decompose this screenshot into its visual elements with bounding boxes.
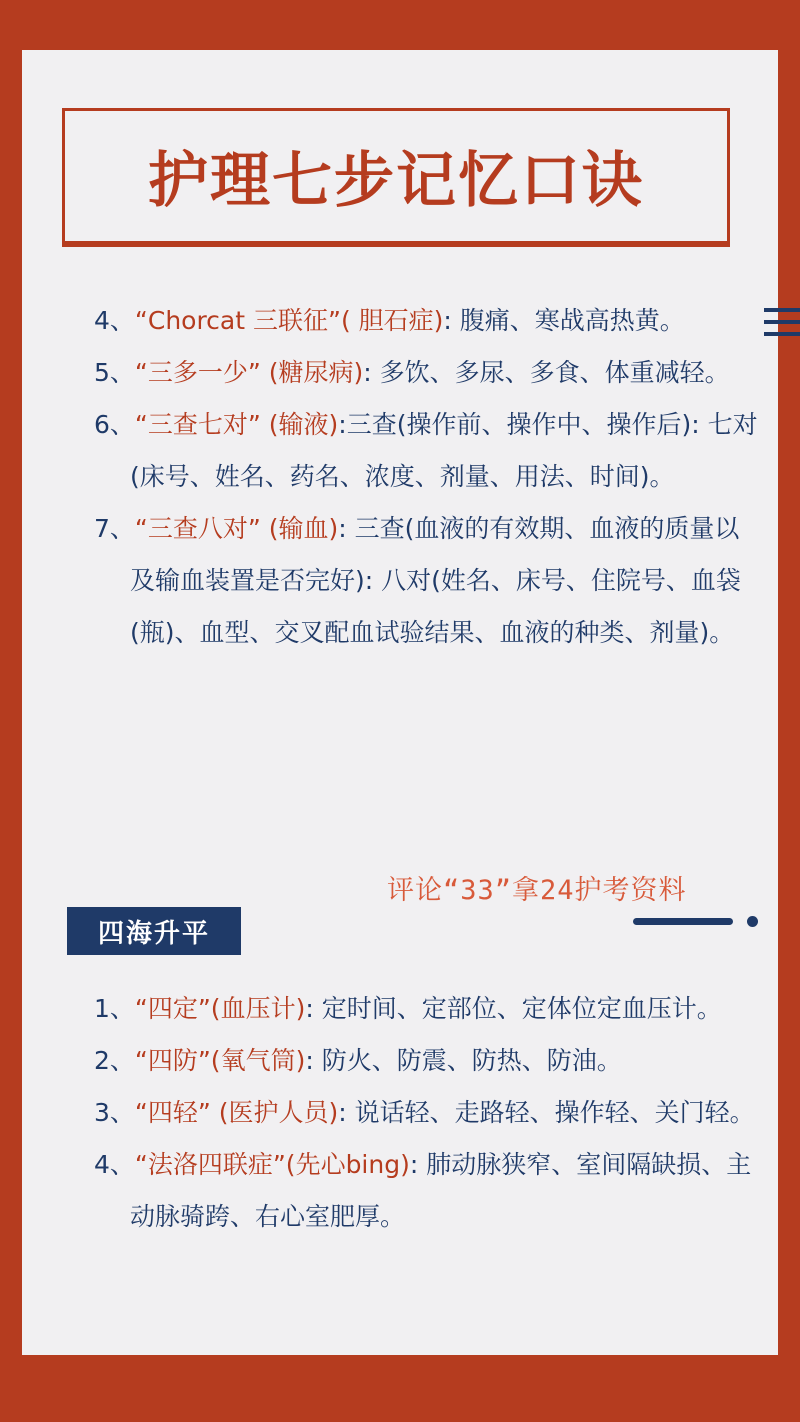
list-item <box>22 347 778 399</box>
list-item <box>22 1139 778 1243</box>
item-keyword: “三多一少” (糖尿病) <box>134 358 364 387</box>
item-number: 4、 <box>94 306 135 335</box>
item-detail: :三查(操作前、操作中、操作后): 七对(床号、姓名、药名、浓度、剂量、用法、时间)。 <box>130 410 758 491</box>
item-detail: : 多饮、多尿、多食、体重减轻。 <box>363 358 730 387</box>
menu-bar <box>764 320 800 324</box>
list-item <box>22 1035 778 1087</box>
item-keyword: “三查七对” (输液) <box>134 410 339 439</box>
item-number: 2、 <box>94 1046 135 1075</box>
divider-line <box>633 918 733 925</box>
page-title: 护理七步记忆口诀 <box>148 146 644 216</box>
item-keyword: “四轻” (医护人员) <box>134 1098 339 1127</box>
title-underline <box>62 241 730 247</box>
item-detail: : 定时间、定部位、定体位定血压计。 <box>305 994 722 1023</box>
menu-bar <box>764 308 800 312</box>
list-item <box>22 983 778 1035</box>
item-detail: : 说话轻、走路轻、操作轻、关门轻。 <box>338 1098 755 1127</box>
item-number: 1、 <box>94 994 135 1023</box>
divider-dot <box>747 916 758 927</box>
menu-bar <box>764 332 800 336</box>
list-item <box>22 399 778 503</box>
list-item <box>22 503 778 659</box>
list-item <box>22 1087 778 1139</box>
item-number: 3、 <box>94 1098 135 1127</box>
item-detail: : 肺动脉狭窄、室间隔缺损、主动脉骑跨、右心室肥厚。 <box>130 1150 752 1231</box>
item-detail: : 腹痛、寒战高热黄。 <box>443 306 685 335</box>
item-number: 4、 <box>94 1150 135 1179</box>
title-box <box>62 108 730 244</box>
item-keyword: “四防”(氧气筒) <box>134 1046 306 1075</box>
item-number: 6、 <box>94 410 135 439</box>
item-keyword: “三查八对” (输血) <box>134 514 339 543</box>
item-keyword: “法洛四联症”(先心bing) <box>134 1150 410 1179</box>
item-number: 5、 <box>94 358 135 387</box>
mnemonic-list-1 <box>22 295 778 659</box>
list-item <box>22 295 778 347</box>
item-keyword: “Chorcat 三联征”( 胆石症) <box>134 306 444 335</box>
hamburger-menu-icon[interactable] <box>764 308 800 338</box>
promo-text: 评论“33”拿24护考资料 <box>387 875 687 906</box>
item-detail: : 防火、防震、防热、防油。 <box>305 1046 622 1075</box>
item-detail: : 三查(血液的有效期、血液的质量以及输血装置是否完好): 八对(姓名、床号、住院号、血袋(瓶)、血型、交叉配血试验结果、血液的种类、剂量)。 <box>130 514 741 647</box>
item-keyword: “四定”(血压计) <box>134 994 306 1023</box>
mnemonic-list-2 <box>22 983 778 1243</box>
section-label: 四海升平 <box>67 907 241 955</box>
item-number: 7、 <box>94 514 135 543</box>
content-card <box>22 50 778 1355</box>
